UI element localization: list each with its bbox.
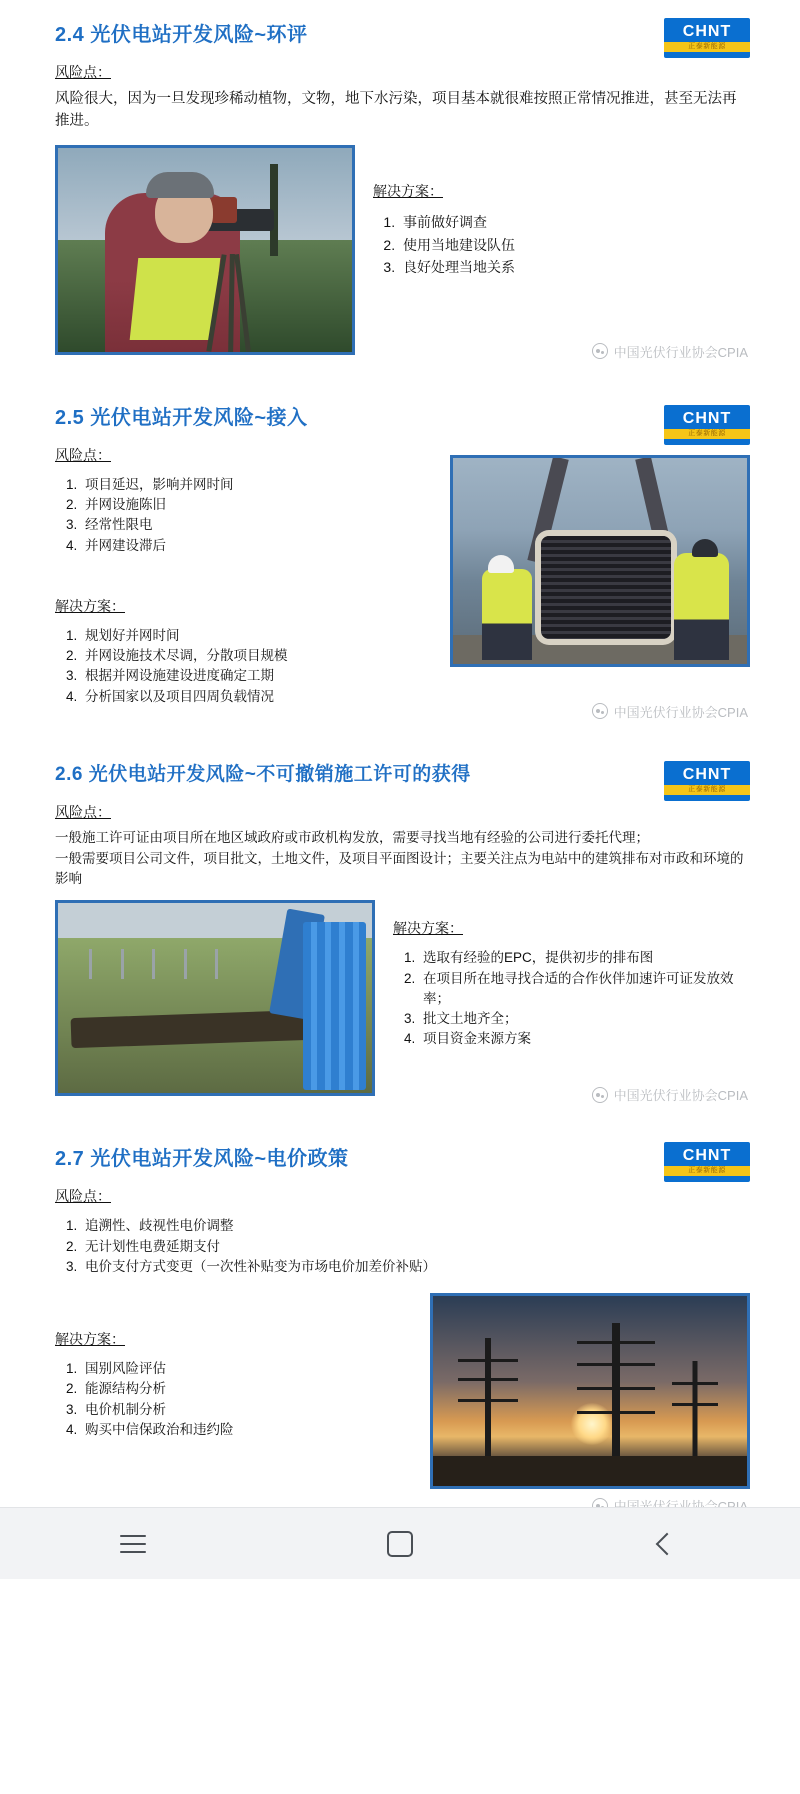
solution-list bbox=[55, 1359, 412, 1440]
chint-logo bbox=[664, 761, 750, 801]
logo-sub-text: 正泰新能源 bbox=[664, 429, 750, 439]
slide-image-container bbox=[450, 437, 750, 667]
chevron-left-icon bbox=[655, 1532, 678, 1555]
list-item: 1. 选取有经验的EPC，提供初步的排布图 bbox=[419, 948, 750, 968]
list-item: 2. 使用当地建设队伍 bbox=[399, 234, 750, 257]
list-item: 1. 项目延迟，影响并网时间 bbox=[81, 475, 432, 495]
list-item: 4. 并网建设滞后 bbox=[81, 536, 432, 556]
cable-reel-lifting-photo bbox=[450, 455, 750, 667]
list-item: 4. 项目资金来源方案 bbox=[419, 1029, 750, 1049]
wechat-icon bbox=[592, 343, 608, 359]
watermark-text: 中国光伏行业协会CPIA bbox=[613, 344, 748, 360]
surveyor-with-theodolite-photo bbox=[55, 145, 355, 355]
slide-2-5 bbox=[0, 391, 800, 723]
home-square-icon bbox=[387, 1531, 413, 1557]
slide-title: 2.7 光伏电站开发风险~电价政策 bbox=[55, 1148, 349, 1171]
list-item: 1. 事前做好调查 bbox=[399, 211, 750, 234]
slide-title: 2.5 光伏电站开发风险~接入 bbox=[55, 406, 308, 429]
list-item: 2. 无计划性电费延期支付 bbox=[81, 1237, 750, 1257]
risk-label: 风险点： bbox=[55, 446, 111, 463]
list-item: 3. 经常性限电 bbox=[81, 515, 432, 535]
power-transmission-towers-sunset-photo bbox=[430, 1293, 750, 1489]
chint-logo bbox=[664, 405, 750, 445]
risk-label: 风险点： bbox=[55, 64, 111, 80]
list-item: 3. 电价机制分析 bbox=[81, 1400, 412, 1420]
menu-button[interactable] bbox=[88, 1524, 178, 1564]
solution-list bbox=[393, 948, 750, 1049]
logo-sub-text: 正泰新能源 bbox=[664, 42, 750, 52]
watermark-text: 中国光伏行业协会CPIA bbox=[613, 704, 748, 720]
back-button[interactable] bbox=[622, 1524, 712, 1564]
risk-label: 风险点： bbox=[55, 1188, 111, 1205]
list-item: 2. 在项目所在地寻找合适的合作伙伴加速许可证发放效率； bbox=[419, 969, 750, 1010]
logo-main-text: CHNT bbox=[682, 1147, 732, 1165]
risk-label: 风险点： bbox=[55, 803, 111, 820]
risk-list bbox=[55, 1216, 750, 1277]
menu-icon bbox=[120, 1535, 146, 1553]
watermark bbox=[592, 1085, 748, 1104]
logo-sub-text: 正泰新能源 bbox=[664, 785, 750, 795]
list-item: 3. 电价支付方式变更（一次性补贴变为市场电价加差价补贴） bbox=[81, 1257, 750, 1277]
android-navigation-bar bbox=[0, 1507, 800, 1579]
list-item: 4. 分析国家以及项目四周负载情况 bbox=[81, 687, 432, 707]
risk-list bbox=[55, 475, 432, 556]
solution-label: 解决方案： bbox=[393, 920, 463, 937]
risk-text: 风险很大，因为一旦发现珍稀动植物，文物，地下水污染，项目基本就很难按照正常情况推进，甚至无法再推进。 bbox=[55, 91, 737, 130]
list-item: 1. 规划好并网时间 bbox=[81, 626, 432, 646]
list-item: 2. 并网设施陈旧 bbox=[81, 495, 432, 515]
risk-text-1: 一般施工许可证由项目所在地区域政府或市政机构发放，需要寻找当地有经验的公司进行委托代理； bbox=[55, 829, 649, 845]
home-button[interactable] bbox=[355, 1524, 445, 1564]
list-item: 3. 根据并网设施建设进度确定工期 bbox=[81, 666, 432, 686]
chint-logo bbox=[664, 1142, 750, 1182]
list-item: 1. 追溯性、歧视性电价调整 bbox=[81, 1216, 750, 1236]
list-item: 3. 良好处理当地关系 bbox=[399, 256, 750, 279]
chint-logo bbox=[664, 18, 750, 58]
logo-main-text: CHNT bbox=[682, 409, 732, 427]
slide-image-container bbox=[430, 1293, 750, 1489]
solution-label: 解决方案： bbox=[55, 597, 125, 614]
slide-title: 2.6 光伏电站开发风险~不可撤销施工许可的获得 bbox=[55, 763, 471, 785]
solar-site-trench-construction-photo bbox=[55, 900, 375, 1096]
watermark bbox=[592, 342, 748, 361]
list-item: 4. 购买中信保政治和违约险 bbox=[81, 1420, 412, 1440]
watermark-text: 中国光伏行业协会CPIA bbox=[613, 1088, 748, 1104]
list-item: 3. 批文土地齐全； bbox=[419, 1009, 750, 1029]
solution-list bbox=[55, 626, 432, 707]
watermark bbox=[592, 702, 748, 721]
list-item: 2. 能源结构分析 bbox=[81, 1379, 412, 1399]
logo-sub-text: 正泰新能源 bbox=[664, 1166, 750, 1176]
slide-image-container bbox=[55, 145, 355, 355]
solution-list bbox=[373, 211, 750, 279]
slide-image-container bbox=[55, 900, 375, 1096]
solution-label: 解决方案： bbox=[55, 1331, 125, 1348]
wechat-icon bbox=[592, 703, 608, 719]
slide-2-4 bbox=[0, 0, 800, 365]
slide-title: 2.4 光伏电站开发风险~环评 bbox=[55, 24, 308, 46]
slide-2-6 bbox=[0, 749, 800, 1106]
wechat-icon bbox=[592, 1087, 608, 1103]
risk-text-2: 一般需要项目公司文件，项目批文，土地文件，及项目平面图设计；主要关注点为电站中的建筑排布对市政和环境的影响 bbox=[55, 850, 744, 887]
logo-main-text: CHNT bbox=[682, 765, 732, 783]
solution-label: 解决方案： bbox=[373, 182, 443, 199]
logo-main-text: CHNT bbox=[682, 23, 732, 40]
list-item: 1. 国别风险评估 bbox=[81, 1359, 412, 1379]
list-item: 2. 并网设施技术尽调，分散项目规模 bbox=[81, 646, 432, 666]
